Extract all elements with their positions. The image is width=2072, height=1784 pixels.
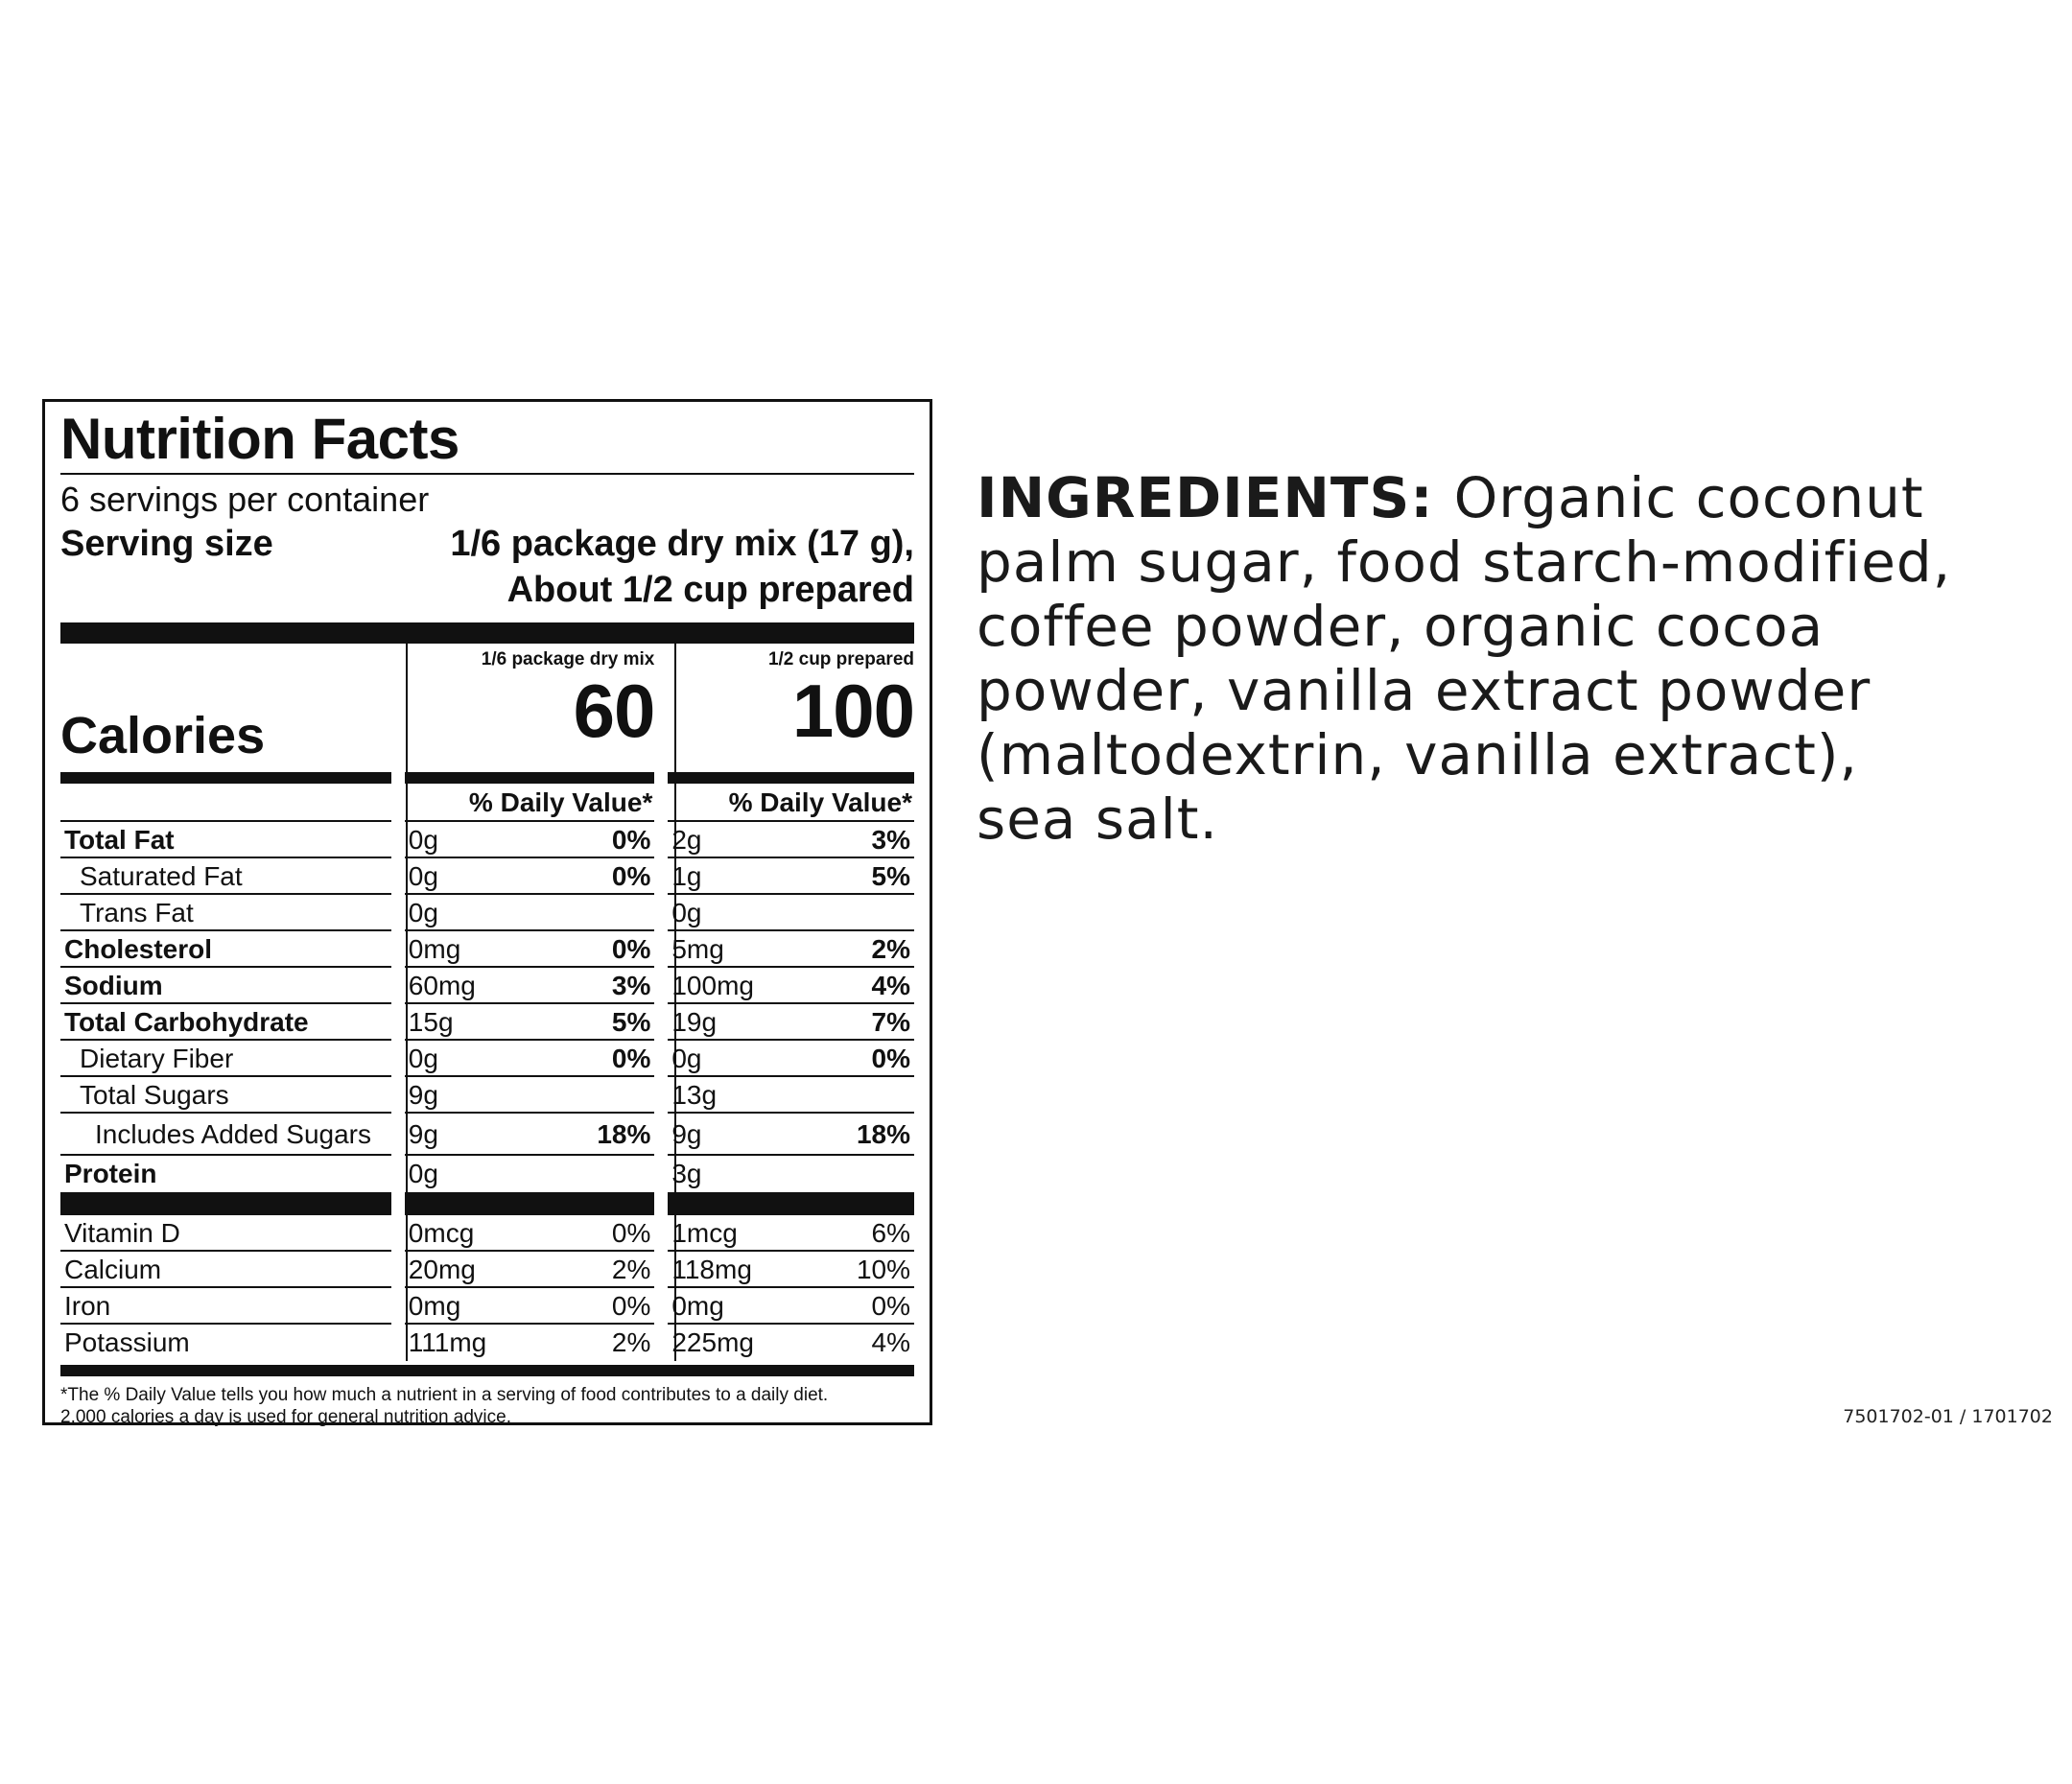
nutrient-row-cholesterol xyxy=(60,931,391,968)
nutrient-daily-value: 0% xyxy=(871,1044,910,1073)
prepared-header: 1/2 cup prepared xyxy=(767,649,914,669)
prepared-calories-cell xyxy=(668,644,914,772)
nutrient-row-protein xyxy=(60,1156,391,1192)
nutrient-daily-value: 0% xyxy=(611,825,651,855)
serving-size-value xyxy=(450,521,914,613)
nutrient-row-iron xyxy=(60,1288,391,1325)
nutrient-row-dietary-fiber xyxy=(60,1041,391,1077)
nutrient-value-row-saturated-fat xyxy=(405,858,655,895)
dry-mix-calories-cell xyxy=(405,644,655,772)
nutrient-value-row-protein xyxy=(668,1156,914,1192)
nutrient-value-row-total-fat xyxy=(668,822,914,858)
dry-mix-calories: 60 xyxy=(573,669,655,753)
nutrient-label: Iron xyxy=(64,1291,111,1321)
nutrient-daily-value: 0% xyxy=(611,934,651,964)
prepared-vitamin-divider xyxy=(668,1192,914,1215)
nutrient-value-row-trans-fat xyxy=(668,895,914,931)
nutrient-value-row-calcium xyxy=(668,1252,914,1288)
label-column xyxy=(60,644,391,1361)
nutrient-amount: 118mg xyxy=(671,1255,752,1284)
nutrient-value-row-dietary-fiber xyxy=(668,1041,914,1077)
ingredients-line3: coffee powder, organic cocoa xyxy=(977,594,1825,659)
nutrient-value-row-dietary-fiber xyxy=(405,1041,655,1077)
nutrient-label: Sodium xyxy=(64,971,163,1000)
nutrient-value-row-includes-added-sugars xyxy=(668,1114,914,1156)
nutrient-value-row-total-sugars xyxy=(405,1077,655,1114)
nutrient-amount: 19g xyxy=(671,1007,718,1037)
nutrition-facts-panel xyxy=(42,399,932,1425)
nutrient-daily-value: 18% xyxy=(597,1119,651,1149)
nutrient-value-row-vitamin-d xyxy=(405,1215,655,1252)
nutrient-daily-value: 3% xyxy=(611,971,651,1000)
nutrition-title: Nutrition Facts xyxy=(60,407,459,471)
nutrient-value-row-iron xyxy=(668,1288,914,1325)
nutrient-value-row-saturated-fat xyxy=(668,858,914,895)
dry-mix-vitamin-divider xyxy=(405,1192,655,1215)
serving-size-label: Serving size xyxy=(60,524,273,564)
serving-size xyxy=(60,521,914,613)
nutrient-daily-value: 2% xyxy=(871,934,910,964)
ingredients-line5: (maltodextrin, vanilla extract), xyxy=(977,722,1858,787)
product-code: 7501702-01 / 1701702 xyxy=(1843,1406,2053,1427)
nutrient-amount: 100mg xyxy=(671,971,754,1000)
prepared-calories: 100 xyxy=(791,669,914,753)
nutrient-amount: 0mg xyxy=(408,1291,461,1321)
nutrient-row-sodium xyxy=(60,968,391,1004)
calories-label: Calories xyxy=(60,707,266,764)
nutrient-row-saturated-fat xyxy=(60,858,391,895)
nutrient-amount: 0g xyxy=(408,898,438,927)
nutrient-amount: 1mcg xyxy=(671,1218,738,1248)
nutrient-daily-value: 0% xyxy=(611,861,651,891)
nutrient-daily-value: 6% xyxy=(871,1218,910,1248)
ingredients-line1: Organic coconut xyxy=(1453,465,1924,530)
dry-mix-column xyxy=(405,644,655,1361)
nutrient-daily-value: 0% xyxy=(611,1044,651,1073)
nutrient-value-row-potassium xyxy=(668,1325,914,1361)
nutrient-value-row-sodium xyxy=(668,968,914,1004)
nutrient-label: Saturated Fat xyxy=(80,861,243,891)
nutrient-value-row-total-sugars xyxy=(668,1077,914,1114)
ingredients-line4: powder, vanilla extract powder xyxy=(977,658,1872,723)
nutrient-value-row-calcium xyxy=(405,1252,655,1288)
nutrient-value-row-protein xyxy=(405,1156,655,1192)
nutrient-daily-value: 4% xyxy=(871,971,910,1000)
nutrient-row-potassium xyxy=(60,1325,391,1361)
nutrient-amount: 0g xyxy=(408,1159,438,1188)
nutrient-daily-value: 0% xyxy=(611,1218,651,1248)
nutrient-value-row-total-carbohydrate xyxy=(668,1004,914,1041)
nutrient-daily-value: 7% xyxy=(871,1007,910,1037)
nutrient-daily-value: 10% xyxy=(856,1255,910,1284)
nutrient-daily-value: 3% xyxy=(871,825,910,855)
nutrient-amount: 225mg xyxy=(671,1327,754,1357)
nutrient-row-includes-added-sugars xyxy=(60,1114,391,1156)
prepared-dv-header: % Daily Value* xyxy=(668,784,914,822)
nutrient-daily-value: 4% xyxy=(871,1327,910,1357)
nutrient-value-row-cholesterol xyxy=(405,931,655,968)
ingredients-line6: sea salt. xyxy=(977,786,1218,852)
nutrient-amount: 0g xyxy=(408,861,438,891)
nutrient-value-row-vitamin-d xyxy=(668,1215,914,1252)
title-divider xyxy=(60,473,914,475)
nutrient-row-vitamin-d xyxy=(60,1215,391,1252)
nutrient-amount: 0g xyxy=(671,898,702,927)
servings-per-container: 6 servings per container xyxy=(60,480,430,519)
nutrient-amount: 3g xyxy=(671,1159,702,1188)
nutrient-label: Total Sugars xyxy=(80,1080,229,1110)
nutrient-amount: 9g xyxy=(408,1119,438,1149)
nutrient-row-total-carbohydrate xyxy=(60,1004,391,1041)
nutrient-value-row-sodium xyxy=(405,968,655,1004)
nutrient-daily-value: 2% xyxy=(611,1327,651,1357)
nutrient-value-row-total-fat xyxy=(405,822,655,858)
ingredients-heading: INGREDIENTS: xyxy=(977,465,1454,530)
dry-mix-dv-header: % Daily Value* xyxy=(405,784,655,822)
nutrient-amount: 0mcg xyxy=(408,1218,475,1248)
prepared-column xyxy=(668,644,914,1361)
nutrient-value-row-trans-fat xyxy=(405,895,655,931)
nutrient-label: Dietary Fiber xyxy=(80,1044,234,1073)
nutrient-row-calcium xyxy=(60,1252,391,1288)
nutrient-amount: 0g xyxy=(671,1044,702,1073)
nutrient-label: Includes Added Sugars xyxy=(95,1119,371,1149)
serving-size-line1: 1/6 package dry mix (17 g), xyxy=(450,524,914,564)
nutrient-amount: 0g xyxy=(408,825,438,855)
nutrient-amount: 60mg xyxy=(408,971,476,1000)
nutrient-amount: 15g xyxy=(408,1007,454,1037)
calories-divider xyxy=(60,772,391,784)
prepared-calories-divider xyxy=(668,772,914,784)
calories-label-cell xyxy=(60,644,391,772)
nutrient-amount: 5mg xyxy=(671,934,724,964)
nutrient-label: Total Carbohydrate xyxy=(64,1007,309,1037)
nutrient-daily-value: 0% xyxy=(871,1291,910,1321)
nutrient-daily-value: 2% xyxy=(611,1255,651,1284)
nutrient-daily-value: 5% xyxy=(871,861,910,891)
nutrient-amount: 111mg xyxy=(408,1327,487,1357)
nutrient-label: Total Fat xyxy=(64,825,175,855)
nutrient-label: Vitamin D xyxy=(64,1218,180,1248)
ingredients-block xyxy=(977,466,2032,852)
nutrient-value-row-potassium xyxy=(405,1325,655,1361)
nutrient-value-row-iron xyxy=(405,1288,655,1325)
footnote-divider xyxy=(60,1365,914,1376)
footnote-line1: *The % Daily Value tells you how much a nutrient in a serving of food contributes to a daily diet. xyxy=(60,1385,829,1405)
footnote-line2: 2,000 calories a day is used for general nutrition advice. xyxy=(60,1407,511,1427)
thick-divider xyxy=(60,622,914,644)
nutrient-row-trans-fat xyxy=(60,895,391,931)
nutrient-label: Trans Fat xyxy=(80,898,194,927)
nutrient-label: Cholesterol xyxy=(64,934,213,964)
nutrient-label: Calcium xyxy=(64,1255,162,1284)
nutrient-amount: 2g xyxy=(671,825,702,855)
serving-size-line2: About 1/2 cup prepared xyxy=(506,570,914,610)
dry-mix-calories-divider xyxy=(405,772,655,784)
ingredients-line2: palm sugar, food starch-modified, xyxy=(977,529,1952,595)
nutrient-amount: 0g xyxy=(408,1044,438,1073)
nutrient-value-row-cholesterol xyxy=(668,931,914,968)
nutrient-value-row-total-carbohydrate xyxy=(405,1004,655,1041)
nutrient-daily-value: 0% xyxy=(611,1291,651,1321)
dv-spacer xyxy=(60,784,391,822)
nutrient-amount: 9g xyxy=(408,1080,438,1110)
vitamin-divider xyxy=(60,1192,391,1215)
footnote xyxy=(60,1384,914,1428)
dry-mix-header: 1/6 package dry mix xyxy=(481,649,655,669)
nutrient-label: Potassium xyxy=(64,1327,190,1357)
nutrient-value-row-includes-added-sugars xyxy=(405,1114,655,1156)
nutrient-grid xyxy=(60,644,914,1361)
nutrient-amount: 13g xyxy=(671,1080,718,1110)
nutrient-label: Protein xyxy=(64,1159,157,1188)
nutrient-amount: 1g xyxy=(671,861,702,891)
nutrient-row-total-fat xyxy=(60,822,391,858)
nutrient-daily-value: 5% xyxy=(611,1007,651,1037)
nutrient-amount: 0mg xyxy=(671,1291,724,1321)
nutrient-daily-value: 18% xyxy=(856,1119,910,1149)
nutrient-amount: 20mg xyxy=(408,1255,476,1284)
nutrient-amount: 9g xyxy=(671,1119,702,1149)
nutrient-amount: 0mg xyxy=(408,934,461,964)
nutrient-row-total-sugars xyxy=(60,1077,391,1114)
